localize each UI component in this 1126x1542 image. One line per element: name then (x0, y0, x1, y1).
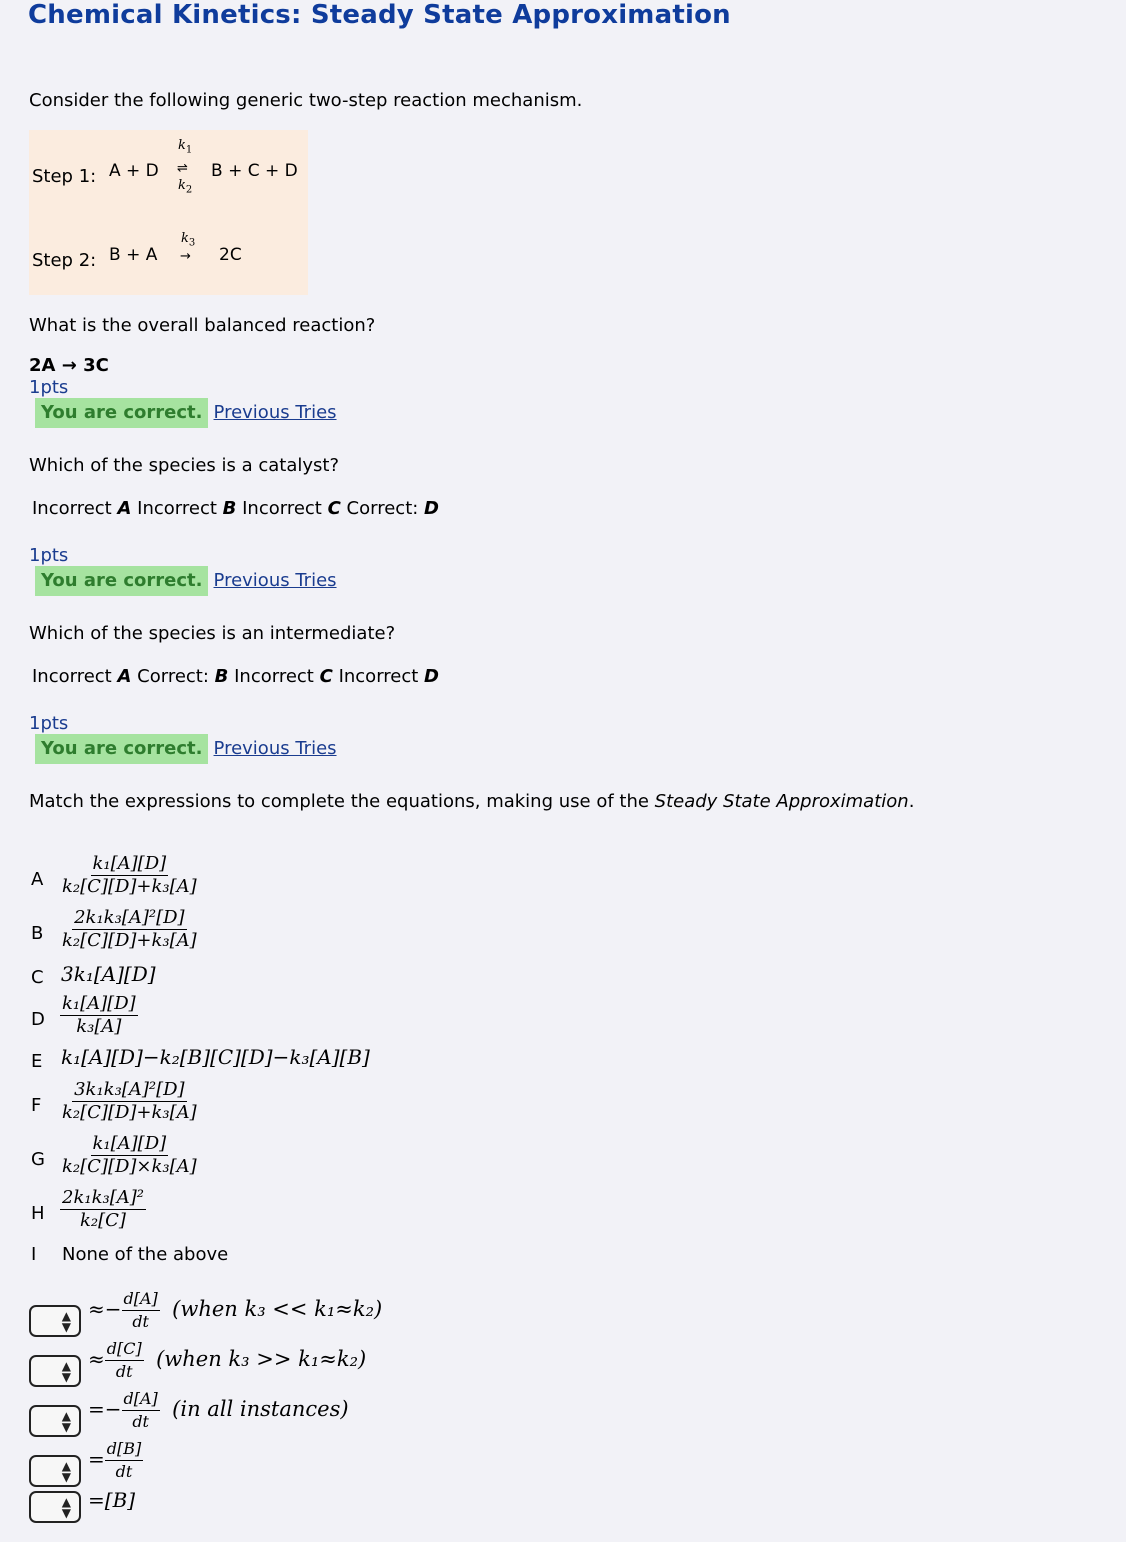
expr-h (60, 1187, 146, 1232)
q4-prompt-italic: Steady State Approximation (654, 791, 909, 812)
equation-3 (88, 1388, 349, 1433)
equation-4-numerator: d[B] (105, 1438, 143, 1461)
step1-reactants: A + D (109, 161, 159, 181)
equation-4-select[interactable] (29, 1455, 81, 1487)
equation-1-select[interactable] (29, 1305, 81, 1337)
equation-3-numerator: d[A] (122, 1388, 160, 1411)
forward-arrow-icon: → (180, 249, 191, 264)
q4-prompt (29, 791, 914, 812)
q4-prompt-after: . (908, 791, 915, 812)
q3-option-d[interactable]: D (424, 666, 439, 687)
equation-1-condition: (when k₃ << k₁≈k₂) (172, 1297, 383, 1321)
page-title: Chemical Kinetics: Steady State Approximation (28, 0, 731, 30)
equation-1-numerator: d[A] (122, 1288, 160, 1311)
equation-2-condition: (when k₃ >> k₁≈k₂) (156, 1347, 367, 1371)
q1-question: What is the overall balanced reaction? (29, 315, 376, 336)
equilibrium-arrow-icon: ⇌ (177, 161, 188, 176)
equation-5-relation: = (88, 1488, 105, 1512)
expr-a (60, 853, 199, 898)
equation-4-denominator: dt (115, 1462, 133, 1481)
select-arrows-icon: ▲ ▼ (61, 1359, 71, 1384)
step2-k3: $k_3$ (181, 231, 196, 249)
step1-k1: $k_1$ (178, 138, 193, 156)
equation-5-select[interactable] (29, 1491, 81, 1523)
expr-d (60, 993, 138, 1038)
q1-points: 1pts (29, 377, 69, 398)
q2-previous-tries-link[interactable]: Previous Tries (213, 570, 337, 591)
equation-2-denominator: dt (115, 1362, 133, 1381)
q3-option-b-status: Correct: (137, 666, 209, 687)
q3-previous-tries-link[interactable]: Previous Tries (213, 738, 337, 759)
expr-h-denominator: k₂[C] (80, 1210, 126, 1231)
expr-b-numerator: 2k₁k₃[A]²[D] (74, 907, 185, 928)
mechanism-box (29, 130, 308, 295)
q2-options (32, 498, 439, 519)
q1-correct-badge: You are correct. (35, 398, 208, 428)
q3-option-a-status: Incorrect (32, 666, 112, 687)
expr-b-denominator: k₂[C][D]+k₃[A] (62, 930, 197, 951)
expr-f-denominator: k₂[C][D]+k₃[A] (62, 1102, 197, 1123)
equation-4 (88, 1438, 143, 1483)
q3-question: Which of the species is an intermediate? (29, 623, 396, 644)
expr-e-letter: E (31, 1051, 43, 1072)
q1-answer: 2A → 3C (29, 355, 109, 376)
expr-a-letter: A (31, 869, 44, 890)
expr-i: None of the above (62, 1244, 229, 1265)
expr-e: k₁[A][D]−k₂[B][C][D]−k₃[A][B] (61, 1045, 370, 1069)
equation-2-select[interactable] (29, 1355, 81, 1387)
equation-3-relation: =− (88, 1397, 122, 1421)
q3-option-d-status: Incorrect (338, 666, 419, 687)
equation-1-denominator: dt (132, 1312, 149, 1331)
expr-d-denominator: k₃[A] (76, 1016, 122, 1037)
equation-2-relation: ≈ (88, 1347, 105, 1371)
q3-option-a[interactable]: A (117, 666, 132, 687)
q4-prompt-before: Match the expressions to complete the equations, making use of the (29, 791, 655, 812)
expr-a-numerator: k₁[A][D] (92, 853, 167, 874)
expr-g (60, 1133, 199, 1178)
q2-option-c[interactable]: C (327, 498, 341, 519)
expr-f-letter: F (31, 1095, 42, 1116)
expr-f-numerator: 3k₁k₃[A]²[D] (74, 1079, 185, 1100)
expr-h-letter: H (31, 1203, 45, 1224)
expr-c-letter: C (31, 967, 44, 988)
q1-previous-tries-link[interactable]: Previous Tries (213, 402, 337, 423)
select-arrows-icon: ▲ ▼ (61, 1459, 71, 1484)
equation-2 (88, 1338, 366, 1383)
step2-reactants: B + A (109, 245, 158, 265)
q3-options (32, 666, 439, 687)
step2-label: Step 2: (32, 250, 97, 271)
q3-option-c-status: Incorrect (234, 666, 314, 687)
expr-d-numerator: k₁[A][D] (62, 993, 136, 1014)
expr-b-letter: B (31, 923, 44, 944)
equation-4-relation: = (88, 1447, 105, 1471)
equation-1-relation: ≈− (88, 1297, 122, 1321)
select-arrows-icon: ▲ ▼ (61, 1309, 71, 1334)
select-arrows-icon: ▲ ▼ (61, 1409, 71, 1434)
expr-g-numerator: k₁[A][D] (92, 1133, 167, 1154)
select-arrows-icon: ▲ ▼ (61, 1495, 71, 1520)
expr-c: 3k₁[A][D] (61, 962, 156, 986)
q2-correct-badge: You are correct. (35, 566, 208, 596)
intro-text: Consider the following generic two-step reaction mechanism. (29, 90, 583, 111)
q3-option-c[interactable]: C (319, 666, 333, 687)
expr-g-denominator: k₂[C][D]×k₃[A] (62, 1156, 197, 1177)
q2-option-b[interactable]: B (222, 498, 237, 519)
equation-5-term: [B] (104, 1488, 136, 1512)
equation-2-numerator: d[C] (105, 1338, 144, 1361)
expr-f (60, 1079, 199, 1124)
equation-1 (88, 1288, 382, 1333)
equation-5 (88, 1488, 135, 1512)
equation-3-condition: (in all instances) (172, 1397, 349, 1421)
q2-option-d[interactable]: D (424, 498, 439, 519)
q2-option-a[interactable]: A (117, 498, 132, 519)
step2-products: 2C (219, 245, 242, 265)
expr-h-numerator: 2k₁k₃[A]² (62, 1187, 144, 1208)
equation-3-select[interactable] (29, 1405, 81, 1437)
expr-a-denominator: k₂[C][D]+k₃[A] (62, 876, 197, 897)
step1-label: Step 1: (32, 166, 97, 187)
expr-b (60, 907, 199, 952)
q2-question: Which of the species is a catalyst? (29, 455, 340, 476)
step1-products: B + C + D (211, 161, 298, 181)
expr-g-letter: G (31, 1149, 45, 1170)
step1-k2: $k_2$ (178, 178, 193, 196)
q3-correct-badge: You are correct. (35, 734, 208, 764)
q3-option-b[interactable]: B (214, 666, 229, 687)
q2-option-c-status: Incorrect (242, 498, 322, 519)
expr-i-letter: I (31, 1244, 37, 1265)
q2-option-a-status: Incorrect (32, 498, 112, 519)
q3-points: 1pts (29, 713, 69, 734)
q2-option-d-status: Correct: (346, 498, 419, 519)
equation-3-denominator: dt (132, 1412, 149, 1431)
expr-d-letter: D (31, 1009, 45, 1030)
q2-points: 1pts (29, 545, 69, 566)
q2-option-b-status: Incorrect (137, 498, 217, 519)
